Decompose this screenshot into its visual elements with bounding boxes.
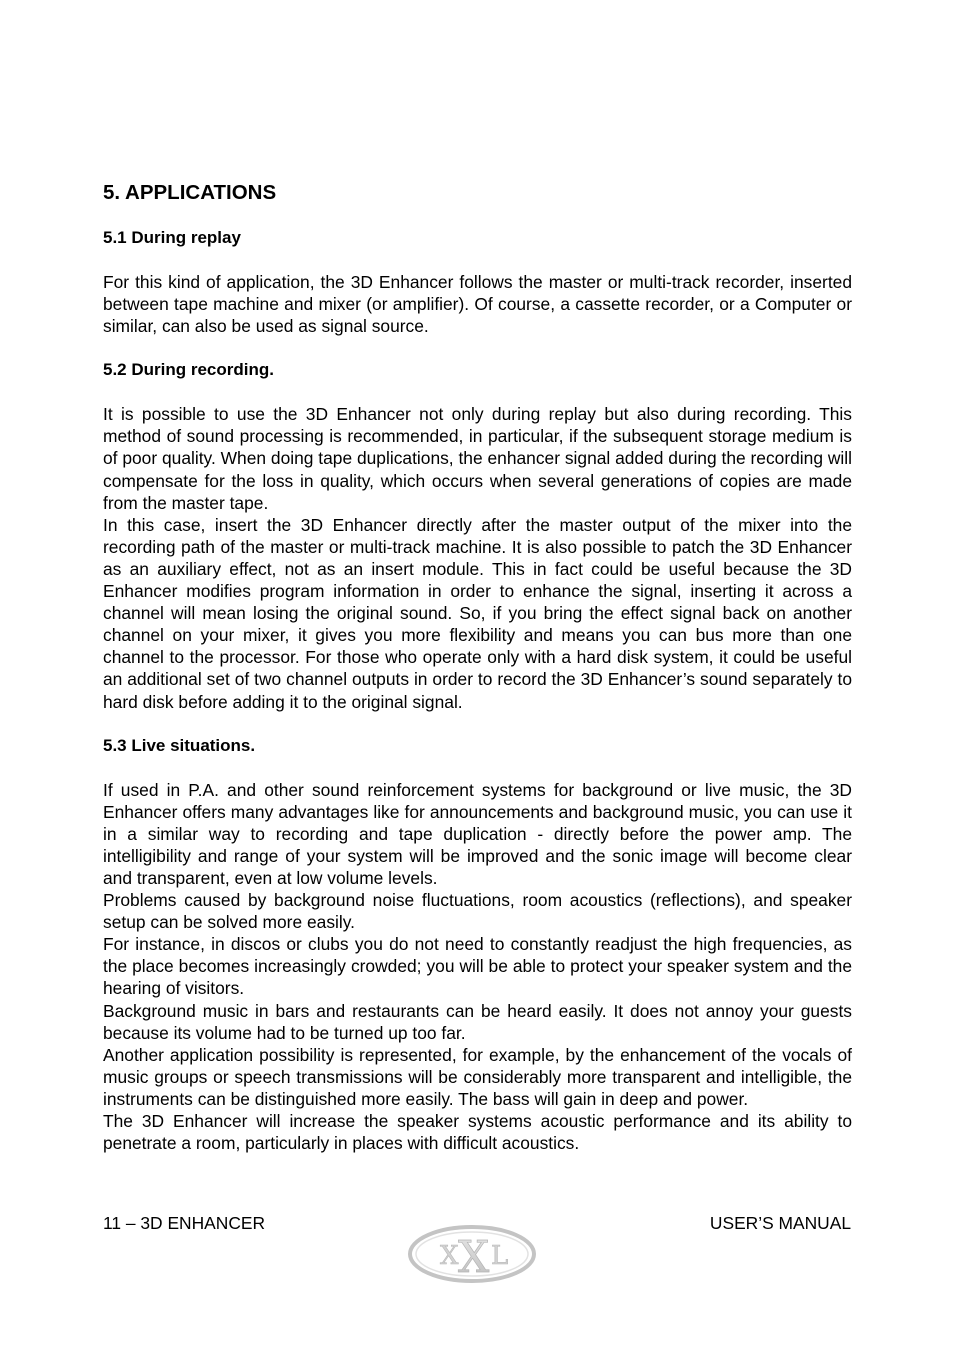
paragraph: In this case, insert the 3D Enhancer directly after the master output of the mixer into the recording path of the master or multi-track machine. It is also possible to patch the 3D Enhancer as an auxiliary effect, not as an insert module. This in fact could be useful because the 3D Enhancer modifies program information in order to enhance the signal, inserting it across a channel will mean losing the original sound. So, if you bring the effect signal back on another channel on your mixer, it gives you more flexibility and means you can bus more than one channel to the processor. For those who operate only with a hard disk system, it could be useful an additional set of two channel outputs in order to record the 3D Enhancer’s sound separately to hard disk before adding it to the original signal. <box>103 514 852 712</box>
paragraph: Background music in bars and restaurants can be heard easily. It does not annoy your guests because its volume had to be turned up too far. <box>103 1000 852 1043</box>
paragraph: For this kind of application, the 3D Enhancer follows the master or multi-track recorder, inserted between tape machine and mixer (or amplifier). Of course, a cassette recorder, or a Computer or similar, can also be used as signal source. <box>103 272 852 337</box>
paragraph: Another application possibility is represented, for example, by the enhancement of the vocals of music groups or speech transmissions will be considerably more transparent and intelligible, the instruments can be distinguished more easily. The bass will gain in deep and power. <box>103 1044 852 1109</box>
xxl-logo <box>407 1224 537 1284</box>
section-heading-live: 5.3 Live situations. <box>103 735 256 755</box>
svg-text:X: X <box>458 1232 490 1283</box>
footer-manual-label: USER’S MANUAL <box>709 1213 851 1233</box>
section-heading-recording: 5.2 During recording. <box>103 360 274 380</box>
page-content <box>103 178 852 1154</box>
section-heading-replay: 5.1 During replay <box>103 228 241 247</box>
paragraph: If used in P.A. and other sound reinforcement systems for background or live music, the 3D Enhancer offers many advantages like for announcements and background music, you can use it in a similar way to recording and tape duplication - directly before the power amp. The intelligibility and range of your system will be improved and the sonic image will become clear and transparent, even at low volume levels. <box>103 779 852 888</box>
paragraph: Problems caused by background noise fluctuations, room acoustics (reflections), and speaker setup can be solved more easily. <box>103 890 852 933</box>
paragraph: It is possible to use the 3D Enhancer not only during replay but also during recording. This method of sound processing is recommended, in particular, if the subsequent storage medium is of poor quality. When doing tape duplications, the enhancer signal added during the recording will compensate for the loss in quality, which occurs when several generations of copies are made from the master tape. <box>103 404 852 513</box>
svg-text:X: X <box>440 1241 459 1271</box>
svg-text:L: L <box>491 1241 509 1271</box>
paragraph: For instance, in discos or clubs you do not need to constantly readjust the high frequencies, as the place becomes increasingly crowded; you will be able to protect your speaker system and the hearing of visitors. <box>103 934 852 999</box>
paragraph: The 3D Enhancer will increase the speaker systems acoustic performance and its ability to penetrate a room, particularly in places with difficult acoustics. <box>103 1111 852 1154</box>
footer-page-label: 11 – 3D ENHANCER <box>103 1213 266 1233</box>
page-title: 5. APPLICATIONS <box>103 181 277 204</box>
